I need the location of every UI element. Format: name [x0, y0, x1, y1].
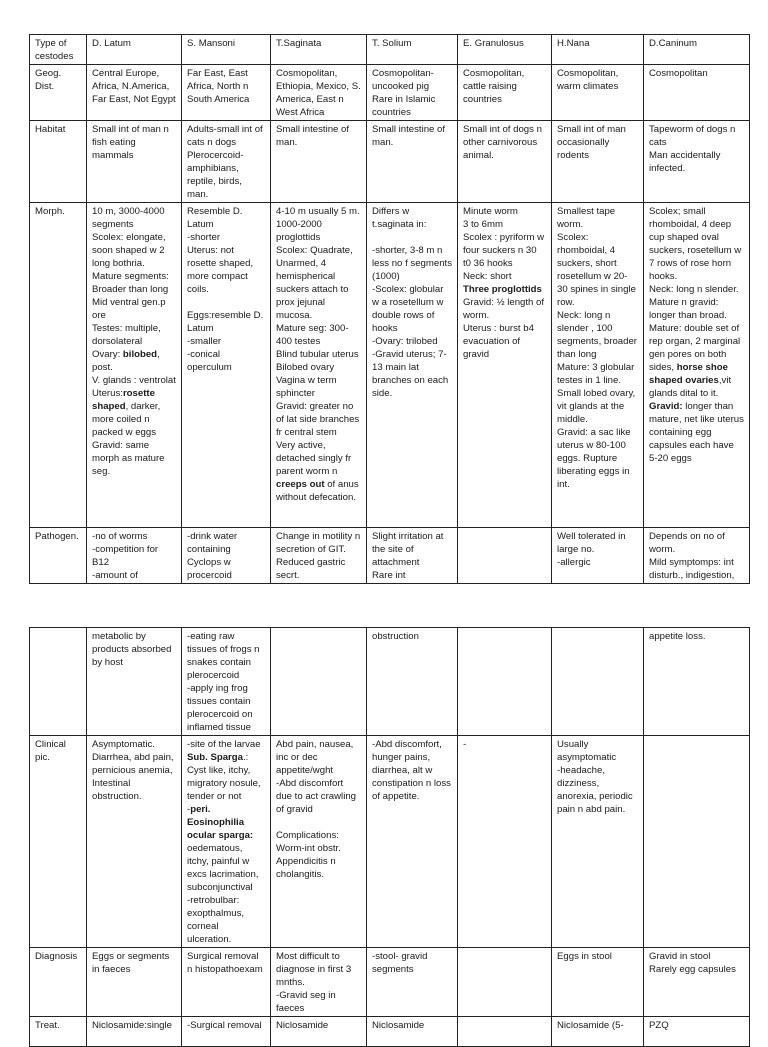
row-label [30, 736, 87, 948]
cell-line: Neck: long n slender , 100 segments, broader than long [557, 310, 637, 360]
cell-line: 4-10 m usually 5 m. 1000-2000 proglottids [276, 206, 360, 243]
cell-line [463, 283, 546, 296]
table-cell [644, 65, 750, 121]
table-row [30, 628, 750, 736]
cell-line: Complications: Worm-int obstr. Appendicitis n cholangitis. [276, 830, 341, 880]
table-row [30, 1017, 750, 1047]
table-cell [271, 65, 367, 121]
cell-line: Pathogen. [35, 531, 79, 542]
cell-line: Central Europe, Africa, N.America, Far East, Not Egypt [92, 68, 176, 105]
cell-line: Mature n gravid: longer than broad. [649, 297, 727, 321]
cell-line [35, 630, 81, 643]
cell-line: Very active, detached singly fr parent worm n creeps out of anus without defecation. [276, 440, 359, 503]
cell-line: Cosmopolitan, warm climates [557, 68, 619, 92]
cell-line: -Gravid seg in faeces [276, 990, 336, 1014]
cell-line [463, 1019, 546, 1032]
column-header [182, 35, 271, 65]
table-row [30, 203, 750, 528]
cell-line [372, 231, 452, 244]
cell-line: T.Saginata [276, 38, 322, 49]
cell-line: Diagnosis [35, 951, 78, 962]
table-cell [644, 528, 750, 584]
table-cell [271, 528, 367, 584]
cell-line: Differs w t.saginata in: [372, 206, 427, 230]
cell-line: Mature: 3 globular testes in 1 line. Small lobed ovary, vit glands at the middle. [557, 362, 636, 425]
cell-line: Eggs in stool [557, 951, 612, 962]
cell-line: Gravid in stool [649, 951, 711, 962]
table-cell [552, 1017, 644, 1047]
table-row [30, 528, 750, 584]
cell-line: Cosmopolitan, cattle raising countries [463, 68, 525, 105]
table-cell [552, 528, 644, 584]
table-cell [367, 1017, 458, 1047]
cell-line: Small intestine of man. [372, 124, 446, 148]
cell-line: Usually asymptomatic [557, 739, 617, 763]
table-cell [271, 948, 367, 1017]
column-header [87, 35, 182, 65]
cell-line: S. Mansoni [187, 38, 235, 49]
row-label [30, 628, 87, 736]
cell-line: Neck: short [463, 271, 512, 282]
bold-term: bilobed [122, 349, 158, 360]
bold-term: peri. [190, 804, 211, 815]
cell-line: -competition for B12 [92, 544, 159, 568]
table-cell [87, 1017, 182, 1047]
column-header [30, 35, 87, 65]
cell-line: Surgical removal n histopathoexam [187, 951, 263, 975]
cell-line [276, 630, 361, 643]
cell-line [187, 296, 265, 309]
cell-line: Well tolerated in large no. [557, 531, 626, 555]
cell-line: Small int of dogs n other carnivorous animal. [463, 124, 542, 161]
table-cell [87, 121, 182, 203]
cell-line: -Surgical removal [187, 1020, 262, 1031]
cell-line: PZQ [649, 1020, 669, 1031]
bold-term: rosette shaped [92, 388, 155, 412]
cell-line: Niclosamide (5- [557, 1020, 624, 1031]
table-cell [458, 736, 552, 948]
cell-line: Scolex: rhomboidal, 4 suckers, short rosetellum w 20-30 spines in single row. [557, 232, 636, 308]
cell-line: Morph. [35, 206, 65, 217]
cell-line: T. Solium [372, 38, 412, 49]
row-label [30, 948, 87, 1017]
cell-line: -retrobulbar: exopthalmus, corneal ulceration. [187, 895, 245, 945]
table-cell [367, 736, 458, 948]
cell-line: Cosmopolitan [649, 68, 708, 79]
cell-line: Small intestine of man. [276, 124, 350, 148]
cell-line [276, 816, 361, 829]
cell-line [463, 950, 546, 963]
cell-line: -allergic [557, 557, 591, 568]
cell-line: H.Nana [557, 38, 590, 49]
row-label [30, 528, 87, 584]
cestode-table-page-one [29, 34, 750, 584]
cell-line: Mild symptomps: int disturb., indigestion, [649, 557, 735, 581]
table-row [30, 65, 750, 121]
cell-line: -Gravid uterus; 7-13 main lat branches on each side. [372, 349, 449, 399]
cell-line: Sub. Sparga.: Cyst like, itchy, migratory nosule, tender or not [187, 752, 261, 802]
table-cell [182, 736, 271, 948]
cell-line: Far East, East Africa, North n South America [187, 68, 250, 105]
cell-line: Habitat [35, 124, 66, 135]
cell-line: Niclosamide [372, 1020, 425, 1031]
cell-line [187, 816, 265, 829]
cell-line [557, 630, 638, 643]
page-two [0, 627, 768, 1031]
table-cell [552, 736, 644, 948]
cell-line: Niclosamide:single [92, 1020, 172, 1031]
cell-line: Most difficult to diagnose in first 3 mnths. [276, 951, 352, 988]
column-header [367, 35, 458, 65]
cell-line: -amount of [92, 570, 138, 581]
cell-line: Eggs or segments in faeces [92, 951, 170, 975]
cestode-table-page-two [29, 627, 750, 1047]
column-header [458, 35, 552, 65]
cell-line: Scolex: elongate, soon shaped w 2 long bothria. [92, 232, 166, 269]
cell-line: Asymptomatic. Diarrhea, abd pain, pernicious anemia, Intestinal obstruction. [92, 739, 174, 802]
cell-line: Smallest tape worm. [557, 206, 616, 230]
cell-line [463, 630, 546, 643]
cell-line: Scolex; small rhomboidal, 4 deep cup shaped oval suckers, rosetellum w 7 rows of rose horn hooks. [649, 206, 742, 282]
cell-line: Cosmopolitan- uncooked pig Rare in Islamic countries [372, 68, 436, 118]
table-cell [87, 948, 182, 1017]
table-cell [182, 203, 271, 528]
table-cell [552, 948, 644, 1017]
table-cell [182, 628, 271, 736]
table-cell [367, 203, 458, 528]
cell-line: -Scolex: globular w a rosetellum w double rows of hooks [372, 284, 444, 334]
cell-line: Small int of man n fish eating mammals [92, 124, 169, 161]
table-row [30, 121, 750, 203]
cell-line: -peri. [187, 804, 211, 815]
cell-line: Mature segments: Broader than long Mid ventral gen.p ore [92, 271, 169, 321]
cell-line: Gravid: same morph as mature seg. [92, 440, 165, 477]
cell-line: -conical operculum [187, 349, 232, 373]
cell-line: -shorter [187, 232, 221, 243]
table-cell [644, 1017, 750, 1047]
cell-line: Rare int [372, 570, 406, 581]
table-cell [644, 203, 750, 528]
table-cell [271, 1017, 367, 1047]
bold-term: Gravid: [649, 401, 683, 412]
cell-line: Small int of man occasionally rodents [557, 124, 626, 161]
cell-line: Rarely egg capsules [649, 964, 736, 975]
table-cell [87, 65, 182, 121]
cell-line: -Abd discomfort due to act crawling of gravid [276, 778, 356, 815]
table-cell [458, 528, 552, 584]
cell-line: -apply ing frog tissues contain plerocercoid on inflamed tissue [187, 683, 253, 733]
cell-line: Change in motility n secretion of GIT. Reduced gastric secrt. [276, 531, 361, 581]
cell-line: Uterus:rosette shaped, darker, more coiled n packed w eggs [92, 388, 161, 438]
cell-line: Abd pain, nausea, inc or dec appetite/wght [276, 739, 354, 776]
cell-line: Gravid: a sac like uterus w 80-100 eggs. Rupture liberating eggs in int. [557, 427, 631, 490]
table-cell [644, 121, 750, 203]
cell-line: Tapeworm of dogs n cats [649, 124, 736, 148]
cell-line: D. Latum [92, 38, 131, 49]
bold-term: horse shoe shaped ovaries [649, 362, 728, 386]
cell-line: Testes: multiple, dorsolateral [92, 323, 161, 347]
table-cell [552, 121, 644, 203]
cell-line: -Abd discomfort, hunger pains, diarrhea, alt w constipation n loss of appetite. [372, 739, 451, 802]
cell-line: Gravid: greater no of lat side branches fr central stem [276, 401, 360, 438]
table-cell [458, 203, 552, 528]
cell-line: Gravid: longer than mature, net like uterus containing egg capsules each have 5-20 eggs [649, 401, 744, 464]
cell-line: Geog. Dist. [35, 68, 62, 92]
cell-line: Mature: double set of rep organ, 2 marginal gen pores on both sides, horse shoe shaped ovaries,vit glands dital to it. [649, 323, 741, 399]
cell-line: Resemble D. Latum [187, 206, 243, 230]
cell-line: -drink water containing Cyclops w procercoid [187, 531, 238, 581]
cell-line: Type of cestodes [35, 38, 74, 62]
column-header [271, 35, 367, 65]
cell-line: -smaller [187, 336, 222, 347]
cell-line: Bilobed ovary [276, 362, 335, 373]
table-cell [182, 121, 271, 203]
table-cell [271, 628, 367, 736]
table-cell [182, 528, 271, 584]
row-label [30, 1017, 87, 1047]
cell-line: Niclosamide [276, 1020, 329, 1031]
bold-term: creeps out [276, 479, 325, 490]
table-cell [367, 528, 458, 584]
cell-line: Vagina w term sphincter [276, 375, 337, 399]
cell-line: Man accidentally infected. [649, 150, 721, 174]
table-cell [87, 203, 182, 528]
cell-line: D.Caninum [649, 38, 697, 49]
table-cell [271, 736, 367, 948]
table-cell [271, 121, 367, 203]
cell-line: Gravid: ½ length of worm. [463, 297, 545, 321]
cell-line: Ovary: bilobed, post. [92, 349, 160, 373]
cell-line: -no of worms [92, 531, 148, 542]
column-header [552, 35, 644, 65]
table-cell [182, 948, 271, 1017]
cell-line: Clinical pic. [35, 739, 66, 763]
table-cell [87, 628, 182, 736]
cell-line: appetite loss. [649, 631, 706, 642]
cell-line: Blind tubular uterus [276, 349, 359, 360]
cell-line: -headache, dizziness, anorexia, periodic pain n abd pain. [557, 765, 633, 815]
cell-line: Uterus : burst b4 evacuation of gravid [463, 323, 534, 360]
table-cell [644, 736, 750, 948]
cell-line: metabolic by products absorbed by host [92, 631, 172, 668]
cell-line: Mature seg: 300-400 testes [276, 323, 349, 347]
bold-term: Eosinophilia [187, 817, 245, 828]
cell-line [649, 738, 744, 751]
cell-line: Minute worm [463, 206, 518, 217]
table-cell [458, 65, 552, 121]
table-row [30, 948, 750, 1017]
cell-line: 3 to 6mm [463, 219, 503, 230]
header-row [30, 35, 750, 65]
table-cell [552, 65, 644, 121]
cell-line: -Ovary: trilobed [372, 336, 438, 347]
cell-line: -site of the larvae [187, 739, 261, 750]
table-cell [367, 65, 458, 121]
cell-line: Neck: long n slender. [649, 284, 739, 295]
table-cell [552, 628, 644, 736]
cell-line: ocular sparga: oedematous, itchy, painful w excs lacrimation, subconjunctival [187, 830, 259, 893]
table-cell [87, 528, 182, 584]
cell-line: - [463, 739, 467, 750]
cell-line: -eating raw tissues of frogs n snakes contain plerocercoid [187, 631, 260, 681]
table-cell [367, 628, 458, 736]
table-cell [458, 628, 552, 736]
column-header [644, 35, 750, 65]
table-cell [458, 948, 552, 1017]
cell-line: Slight irritation at the site of attachment [372, 531, 444, 568]
table-cell [367, 121, 458, 203]
cell-line: obstruction [372, 631, 419, 642]
row-label [30, 203, 87, 528]
cell-line: V. glands : ventrolat [92, 375, 176, 386]
cell-line [463, 530, 546, 543]
table-cell [644, 948, 750, 1017]
table-cell [182, 1017, 271, 1047]
cell-line: Adults-small int of cats n dogs Plerocercoid- amphibians, reptile, birds, man. [187, 124, 263, 200]
table-cell [182, 65, 271, 121]
cell-line: Scolex: Quadrate, Unarmed, 4 hemispherical suckers attach to prox jejunal mucosa. [276, 245, 353, 321]
table-cell [367, 948, 458, 1017]
cell-line: 10 m, 3000-4000 segments [92, 206, 165, 230]
cell-line: -shorter, 3-8 m n less no f segments (1000) [372, 245, 452, 282]
table-cell [644, 628, 750, 736]
table-cell [458, 121, 552, 203]
cell-line: Uterus: not rosette shaped, more compact coils. [187, 245, 254, 295]
cell-line: Cosmopolitan, Ethiopia, Mexico, S. America, East n West Africa [276, 68, 361, 118]
table-cell [552, 203, 644, 528]
table-row [30, 736, 750, 948]
cell-line: Treat. [35, 1020, 60, 1031]
table-cell [458, 1017, 552, 1047]
cell-line: Eggs:resemble D. Latum [187, 310, 264, 334]
cell-line: E. Granulosus [463, 38, 524, 49]
row-label [30, 65, 87, 121]
cell-line: -stool- gravid segments [372, 951, 428, 975]
table-cell [87, 736, 182, 948]
bold-term: ocular sparga: [187, 830, 254, 841]
bold-term: Three proglottids [463, 284, 542, 295]
cell-line: Depends on no of worm. [649, 531, 725, 555]
bold-term: Sub. Sparga [187, 752, 243, 763]
cell-line: Scolex : pyriform w four suckers n 30 t0 36 hooks [463, 232, 545, 269]
row-label [30, 121, 87, 203]
table-cell [271, 203, 367, 528]
